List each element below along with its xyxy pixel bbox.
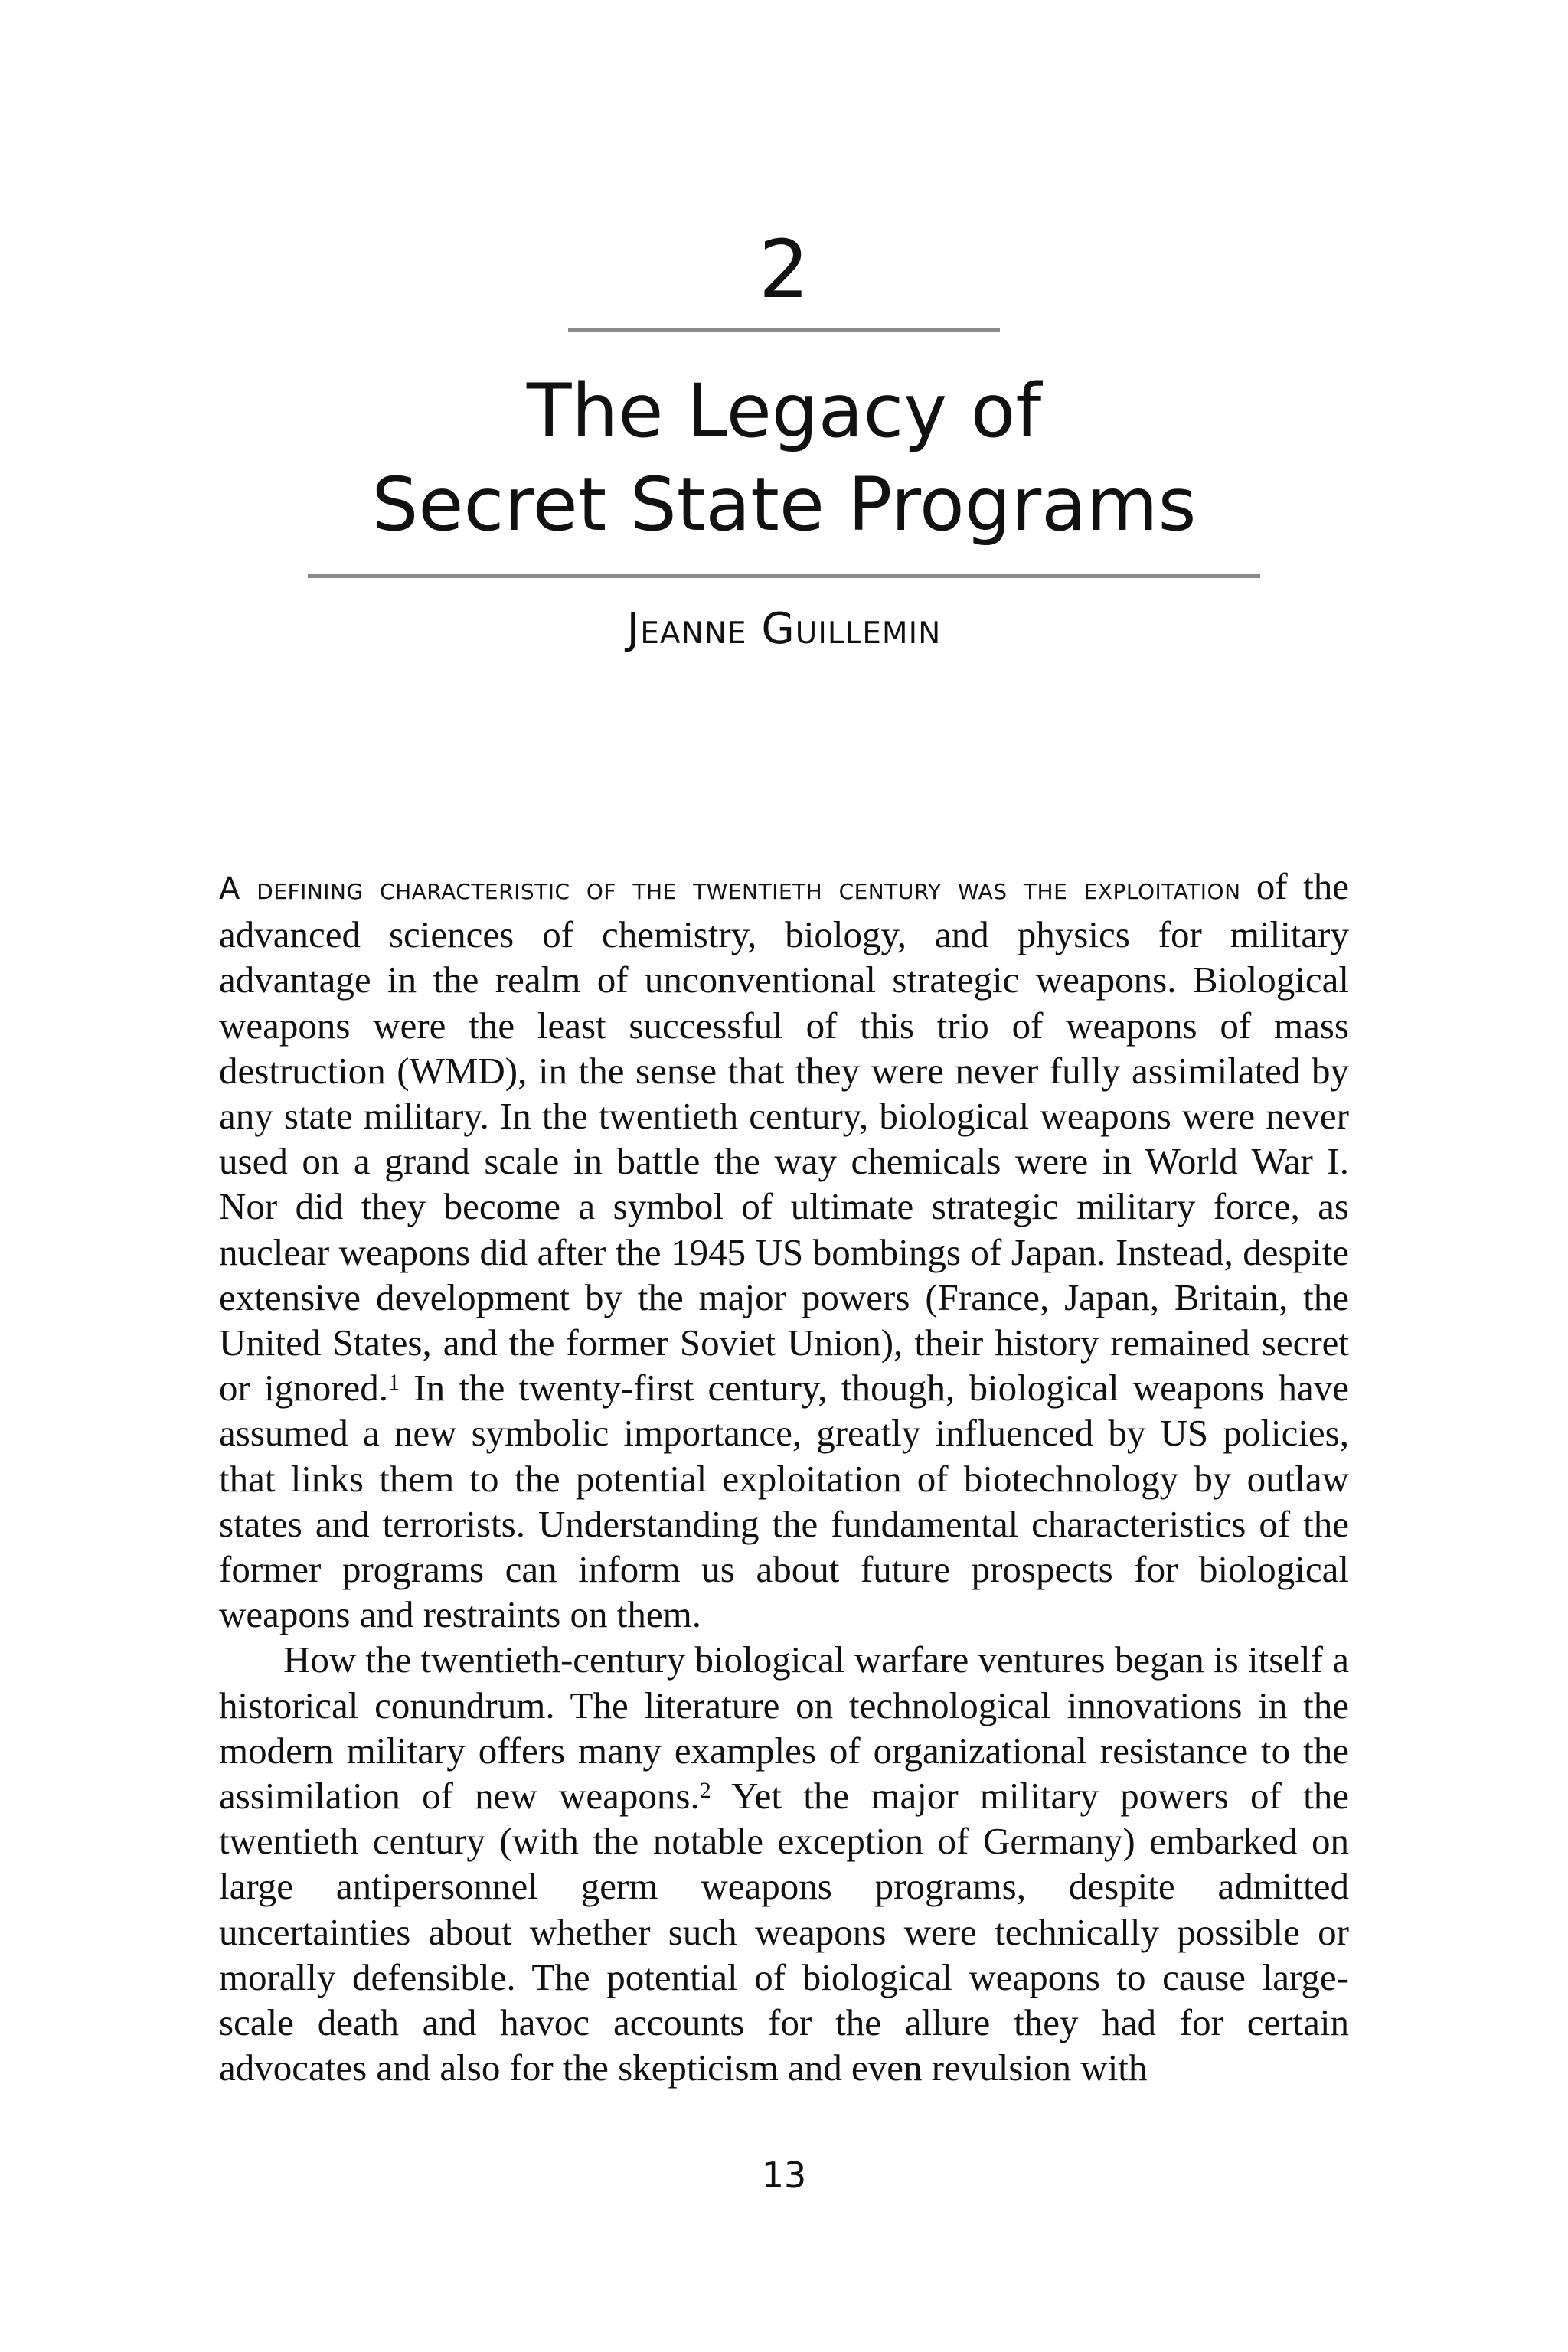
paragraph-2-text-a: How the twentieth-century biological warfare ventures began is itself a historical conundrum. The literature on technological innovations in the modern military offers many examples of organizational resistance to the assimilation of new weapons. <box>219 1638 1349 1818</box>
chapter-number: 2 <box>758 223 810 316</box>
chapter-title <box>0 364 1568 551</box>
title-divider-top <box>568 328 1000 332</box>
footnote-marker-2: 2 <box>699 1778 711 1804</box>
chapter-title-line-2: Secret State Programs <box>371 462 1197 547</box>
page-number: 13 <box>761 2154 807 2196</box>
paragraph-lead-in: A defining characteristic of the twentieth century was the exploitation <box>219 871 1241 906</box>
paragraph-1-text-b: In the twenty-first century, though, biological weapons have assumed a new symbolic importance, greatly influenced by US policies, that links them to the potential exploitation of biotechnology by outlaw states and terrorists. Understanding the fundamental characteristics of the former programs can inform us about future prospects for biological weapons and restraints on them. <box>219 1367 1349 1636</box>
paragraph-1-text-a: of the advanced sciences of chemistry, biology, and physics for military advantage in the realm of unconventional strategic weapons. Biological weapons were the least successful of this trio of weapons of mass destruction (WMD), in the sense that they were never fully assimilated by any state military. In the twentieth century, biological weapons were never used on a grand scale in battle the way chemicals were in World War I. Nor did they become a symbol of ultimate strategic military force, as nuclear weapons did after the 1945 US bombings of Japan. Instead, despite extensive development by the major powers (France, Japan, Britain, the United States, and the former Soviet Union), their history remained secret or ignored. <box>219 865 1349 1410</box>
body-text <box>219 864 1349 2090</box>
paragraph-2-text-b: Yet the major military powers of the twentieth century (with the notable exception of Germany) embarked on large antipersonnel germ weapons programs, despite admitted uncertainties about whether such weapons were technically possible or morally defensible. The potential of biological weapons to cause large-scale death and havoc accounts for the allure they had for certain advocates and also for the skepticism and even revulsion with <box>219 1775 1349 2089</box>
paragraph-1 <box>219 864 1349 1637</box>
paragraph-2 <box>219 1637 1349 2090</box>
footnote-marker-1: 1 <box>388 1370 400 1396</box>
title-divider-bottom <box>308 574 1260 578</box>
chapter-author: Jeanne Guillemin <box>626 604 942 654</box>
chapter-title-line-1: The Legacy of <box>526 368 1042 454</box>
